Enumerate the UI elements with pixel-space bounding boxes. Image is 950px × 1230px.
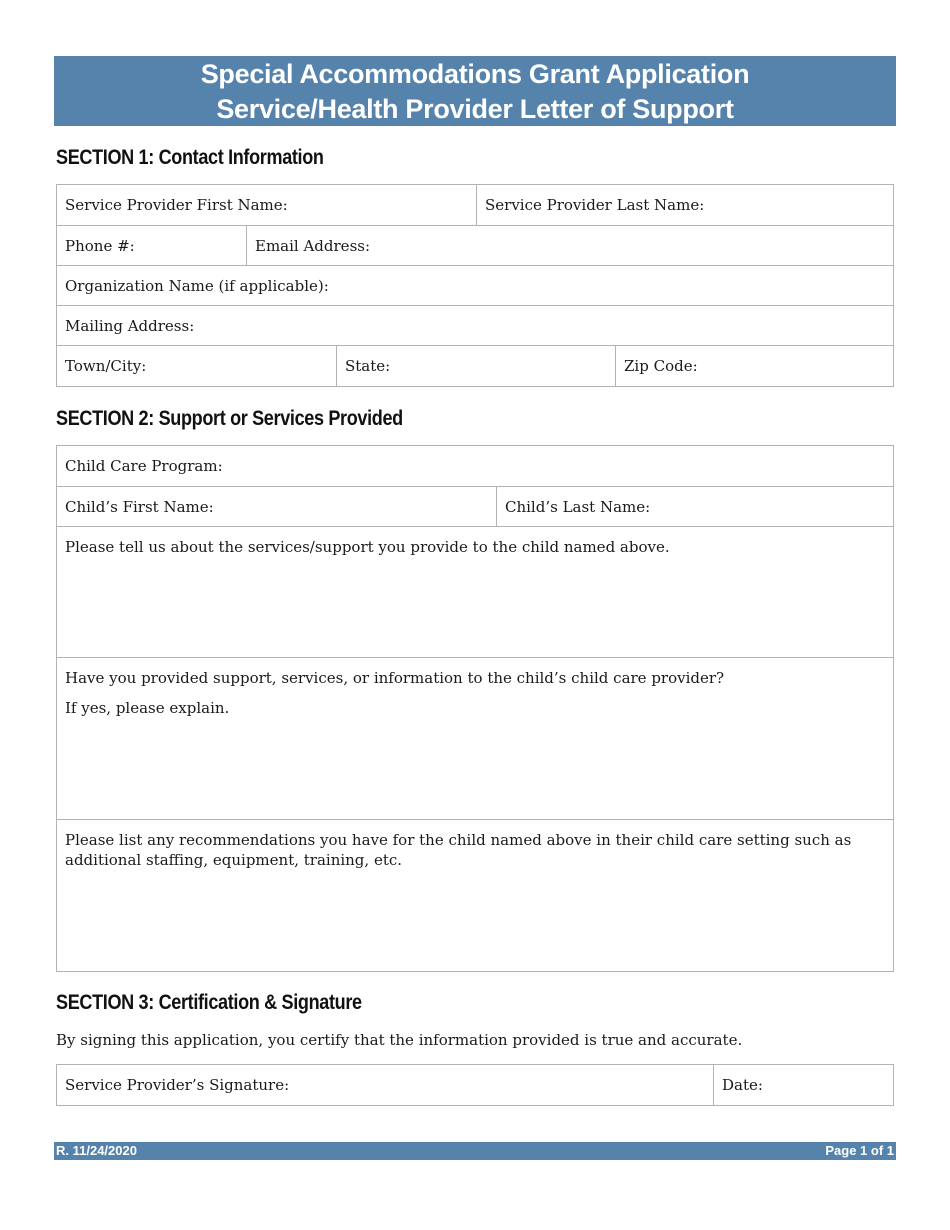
- zip-code-field[interactable]: [615, 346, 893, 386]
- date-label: Date:: [722, 1076, 763, 1094]
- town-city-label: Town/City:: [65, 357, 147, 375]
- provided-support-prompt: Have you provided support, services, or information to the child’s child care provider?: [65, 669, 725, 687]
- organization-name-field[interactable]: [57, 266, 893, 305]
- date-field[interactable]: [713, 1065, 893, 1105]
- child-last-name-field[interactable]: [496, 487, 893, 526]
- section2-heading: SECTION 2: Support or Services Provided: [56, 407, 403, 430]
- mailing-address-label: Mailing Address:: [65, 317, 195, 335]
- revision-date: R. 11/24/2020: [56, 1143, 137, 1158]
- child-first-name-label: Child’s First Name:: [65, 498, 214, 516]
- support-services-table: [56, 445, 894, 972]
- email-label: Email Address:: [255, 237, 371, 255]
- form-subtitle: Service/Health Provider Letter of Support: [216, 94, 734, 124]
- form-title: Special Accommodations Grant Application: [200, 59, 750, 89]
- recommendations-prompt: Please list any recommendations you have for the child named above in their child care setting such as additional staffing, equipment, training, etc.: [65, 831, 852, 869]
- page-number: Page 1 of 1: [825, 1143, 894, 1158]
- services-description-prompt: Please tell us about the services/support you provide to the child named above.: [65, 538, 670, 556]
- section1-heading: SECTION 1: Contact Information: [56, 146, 324, 169]
- provider-first-name-label: Service Provider First Name:: [65, 196, 288, 214]
- contact-information-table: [56, 184, 894, 387]
- town-city-field[interactable]: [57, 346, 336, 386]
- section3-heading: SECTION 3: Certification & Signature: [56, 991, 362, 1014]
- child-care-program-field[interactable]: [57, 446, 893, 486]
- title-banner: [54, 56, 896, 126]
- certification-statement: By signing this application, you certify that the information provided is true and accurate.: [56, 1031, 743, 1049]
- provider-last-name-label: Service Provider Last Name:: [485, 196, 705, 214]
- child-last-name-label: Child’s Last Name:: [505, 498, 651, 516]
- child-care-program-label: Child Care Program:: [65, 457, 223, 475]
- state-field[interactable]: [336, 346, 615, 386]
- state-label: State:: [345, 357, 391, 375]
- services-description-field[interactable]: [57, 527, 893, 657]
- signature-table: [56, 1064, 894, 1106]
- email-field[interactable]: [246, 226, 893, 265]
- child-first-name-field[interactable]: [57, 487, 496, 526]
- signature-field[interactable]: [57, 1065, 713, 1105]
- signature-label: Service Provider’s Signature:: [65, 1076, 290, 1094]
- provider-first-name-field[interactable]: [57, 185, 476, 225]
- organization-name-label: Organization Name (if applicable):: [65, 277, 329, 295]
- provided-support-explain: If yes, please explain.: [65, 699, 230, 717]
- zip-code-label: Zip Code:: [624, 357, 698, 375]
- recommendations-field[interactable]: [57, 820, 893, 971]
- footer-bar: [54, 1142, 896, 1160]
- phone-field[interactable]: [57, 226, 246, 265]
- provided-support-field[interactable]: [57, 658, 893, 819]
- mailing-address-field[interactable]: [57, 306, 893, 345]
- phone-label: Phone #:: [65, 237, 135, 255]
- provider-last-name-field[interactable]: [476, 185, 893, 225]
